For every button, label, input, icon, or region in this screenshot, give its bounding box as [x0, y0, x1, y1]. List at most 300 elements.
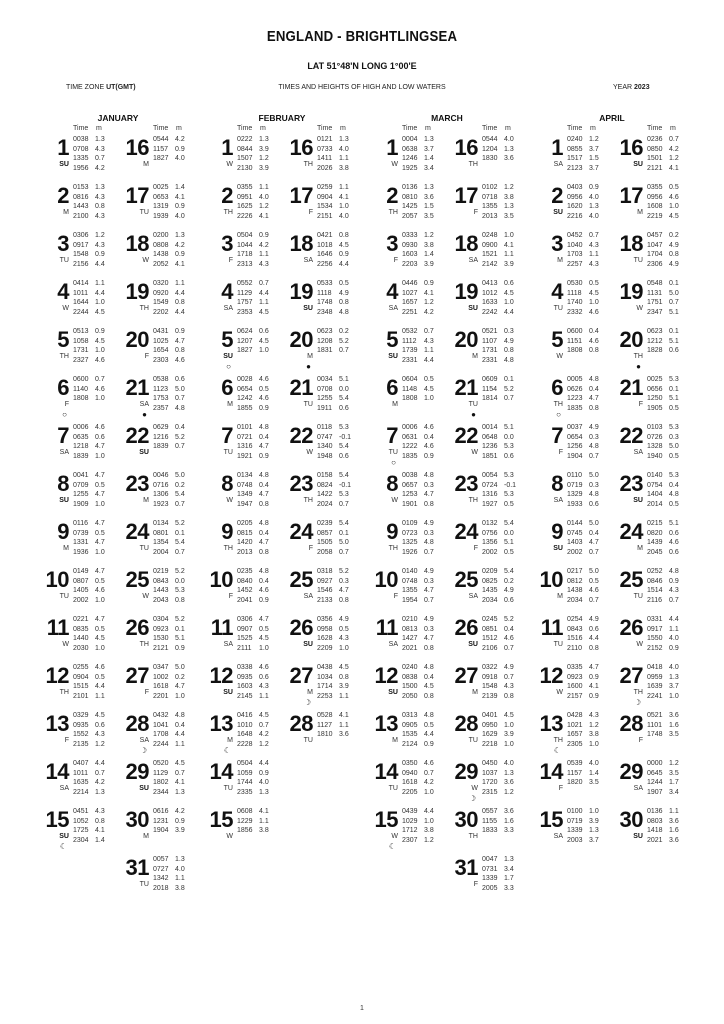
tide-time: 1404: [647, 491, 663, 498]
day-of-week: TU: [59, 593, 69, 600]
column-header: [442, 125, 522, 135]
tide-height: -0.1: [339, 433, 352, 441]
tide-height: 4.8: [259, 520, 269, 527]
tide-time: 1256: [567, 443, 583, 450]
tide-height: 1.0: [424, 788, 434, 796]
day-number: 7: [221, 423, 233, 448]
tide-row: [73, 788, 111, 798]
tide-time: 0438: [317, 664, 333, 671]
tide-time: 2157: [567, 692, 583, 700]
tide-row: [567, 471, 605, 481]
tide-time: 1628: [317, 635, 333, 642]
time-header: Time: [482, 125, 498, 132]
day-number: 2: [221, 183, 233, 208]
tide-row: [153, 663, 191, 673]
day-of-week: W: [471, 785, 478, 792]
day-entry: [113, 663, 193, 711]
tide-list: [237, 423, 275, 461]
tide-time: 0935: [237, 673, 253, 681]
tide-height: 0.4: [669, 481, 679, 489]
tide-row: [73, 231, 111, 241]
tide-time: 1956: [73, 164, 89, 172]
tide-row: [153, 442, 191, 452]
tide-row: [237, 404, 275, 414]
tide-height: 4.0: [504, 136, 514, 143]
tide-height: 0.8: [259, 548, 269, 556]
day-entry: [33, 663, 113, 711]
tide-row: [73, 778, 111, 788]
day-entry: [277, 375, 357, 423]
day-number: 19: [454, 279, 478, 304]
day-of-week: TU: [388, 449, 398, 456]
moon-full-icon: ○: [226, 362, 231, 371]
tide-list: [567, 519, 605, 557]
tide-height: 1.6: [504, 817, 514, 825]
tide-time: 1512: [482, 635, 498, 642]
column-header: [33, 125, 113, 135]
tide-time: 0217: [567, 568, 583, 575]
tide-list: [73, 183, 111, 221]
tide-height: 0.3: [669, 433, 679, 441]
tide-list: [567, 615, 605, 653]
day-of-week: F: [228, 257, 233, 264]
tide-row: [567, 721, 605, 731]
tide-height: 4.1: [339, 193, 349, 201]
tide-row: [317, 711, 355, 721]
moon-first-quarter-icon: ☽: [633, 698, 641, 707]
day-number: 16: [289, 135, 313, 160]
tide-row: [647, 183, 685, 193]
tide-row: [482, 519, 520, 529]
tide-row: [317, 231, 355, 241]
tide-row: [647, 788, 685, 798]
tide-row: [567, 778, 605, 788]
tide-row: [482, 769, 520, 779]
tide-row: [567, 260, 605, 270]
tide-time: 0004: [402, 136, 418, 143]
tide-time: 0950: [482, 721, 498, 729]
day-number: 21: [289, 375, 313, 400]
tide-row: [73, 625, 111, 635]
tide-time: 2216: [567, 212, 583, 220]
tide-row: [567, 404, 605, 414]
day-of-week: SU: [223, 689, 233, 696]
tide-height: 0.6: [589, 625, 599, 633]
tide-height: 4.3: [589, 241, 599, 249]
tide-time: 1548: [73, 251, 89, 258]
tide-row: [153, 346, 191, 356]
timezone-value: UT(GMT): [106, 84, 136, 91]
tide-height: 0.2: [669, 232, 679, 239]
tide-time: 0538: [153, 376, 169, 383]
moon-new-icon: ●: [636, 362, 641, 371]
tide-list: [153, 711, 191, 749]
time-header: Time: [317, 125, 333, 132]
tide-height: 5.0: [589, 520, 599, 527]
tide-height: 4.7: [424, 587, 434, 594]
tide-row: [153, 596, 191, 606]
tide-time: 2024: [317, 500, 333, 508]
day-number: 18: [454, 231, 478, 256]
tide-row: [482, 634, 520, 644]
tide-time: 0144: [567, 520, 583, 527]
tide-height: 5.0: [175, 385, 185, 393]
tide-time: 0530: [567, 280, 583, 287]
tide-height: 4.7: [589, 664, 599, 671]
tide-row: [402, 260, 440, 270]
tide-row: [647, 615, 685, 625]
tide-row: [237, 202, 275, 212]
tide-row: [402, 548, 440, 558]
tide-time: 1212: [647, 337, 663, 345]
tide-height: 0.1: [339, 529, 349, 537]
tide-row: [567, 663, 605, 673]
day-number: 13: [539, 711, 563, 736]
day-number: 18: [125, 231, 149, 256]
day-entry: [607, 615, 687, 663]
day-of-week: TH: [59, 689, 69, 696]
tide-height: 0.3: [589, 433, 599, 441]
tide-height: 0.0: [175, 577, 185, 585]
tide-time: 1500: [402, 683, 418, 690]
tide-row: [73, 692, 111, 702]
tide-height: 3.5: [504, 212, 514, 220]
day-of-week: W: [226, 161, 233, 168]
tide-height: 4.2: [175, 808, 185, 815]
tide-time: 1808: [73, 395, 89, 402]
tide-row: [317, 375, 355, 385]
tide-height: 0.6: [95, 721, 105, 729]
tide-time: 0153: [73, 184, 89, 191]
tide-row: [153, 279, 191, 289]
tide-height: 4.0: [589, 212, 599, 220]
tide-row: [237, 423, 275, 433]
tide-time: 1618: [153, 683, 169, 690]
tide-time: 0709: [73, 481, 89, 489]
tide-height: 0.3: [339, 577, 349, 585]
tide-row: [567, 577, 605, 587]
tide-time: 0221: [73, 616, 89, 623]
tide-height: 5.4: [504, 520, 514, 527]
tide-height: 3.9: [424, 260, 434, 268]
tide-row: [482, 423, 520, 433]
day-entry: [113, 375, 193, 423]
tide-height: 0.7: [589, 232, 599, 239]
day-of-week: SU: [59, 497, 69, 504]
tide-time: 0808: [153, 241, 169, 249]
tide-height: 0.9: [669, 577, 679, 585]
tide-time: 2101: [73, 692, 89, 700]
tide-time: 0813: [402, 625, 418, 633]
tide-row: [237, 548, 275, 558]
tide-list: [153, 375, 191, 413]
tide-height: 4.6: [95, 424, 105, 431]
day-entry: [442, 855, 522, 903]
tide-row: [153, 289, 191, 299]
tide-height: 4.7: [424, 635, 434, 642]
day-number: 29: [454, 759, 478, 784]
tide-row: [153, 135, 191, 145]
tide-row: [317, 471, 355, 481]
day-of-week: SA: [633, 449, 643, 456]
tide-time: 0041: [73, 472, 89, 479]
tide-row: [237, 183, 275, 193]
tide-row: [482, 308, 520, 318]
tide-row: [647, 663, 685, 673]
tide-time: 0900: [482, 241, 498, 249]
tide-height: 0.9: [589, 673, 599, 681]
tide-row: [317, 183, 355, 193]
tide-row: [482, 682, 520, 692]
tide-list: [482, 135, 520, 164]
tide-row: [153, 730, 191, 740]
tide-height: 1.0: [259, 347, 269, 354]
tide-time: 1646: [317, 251, 333, 258]
tide-time: 2057: [402, 212, 418, 220]
tide-height: 0.7: [424, 328, 434, 335]
tide-height: 1.0: [424, 395, 434, 402]
tide-height: 4.5: [589, 289, 599, 297]
time-header: Time: [402, 125, 418, 132]
day-entry: [362, 135, 442, 183]
day-column: [442, 125, 522, 903]
tide-time: 0038: [402, 472, 418, 479]
tide-height: 0.7: [669, 596, 679, 604]
day-number: 28: [125, 711, 149, 736]
tide-time: 1002: [153, 673, 169, 681]
day-number: 21: [619, 375, 643, 400]
tide-time: 2327: [73, 356, 89, 364]
tide-height: 0.7: [424, 596, 434, 604]
tide-time: 0844: [237, 145, 253, 153]
day-of-week: TU: [139, 545, 149, 552]
tide-time: 0222: [237, 136, 253, 143]
tide-height: 0.8: [95, 203, 105, 210]
tide-time: 1339: [567, 827, 583, 834]
tide-row: [237, 327, 275, 337]
tide-height: 0.5: [95, 577, 105, 585]
tide-list: [647, 279, 685, 317]
tide-list: [567, 759, 605, 788]
tide-row: [647, 298, 685, 308]
tide-height: 0.7: [175, 500, 185, 508]
day-of-week: SA: [468, 593, 478, 600]
day-number: 10: [539, 567, 563, 592]
day-entry: [277, 519, 357, 567]
tide-time: 1129: [153, 769, 169, 777]
moon-first-quarter-icon: ☽: [139, 746, 147, 755]
tide-height: 1.2: [259, 740, 269, 748]
column-header: [362, 125, 442, 135]
tide-row: [482, 260, 520, 270]
tide-time: 1620: [567, 203, 583, 210]
tide-time: 0236: [647, 136, 663, 143]
tide-time: 1552: [73, 731, 89, 738]
tide-height: 1.0: [95, 596, 105, 604]
tide-time: 0103: [647, 424, 663, 431]
tide-height: 5.4: [504, 568, 514, 575]
tide-time: 0209: [482, 568, 498, 575]
tide-height: 3.8: [424, 241, 434, 249]
tide-row: [237, 500, 275, 510]
tide-row: [647, 442, 685, 452]
tide-time: 0843: [153, 577, 169, 585]
tide-time: 1339: [482, 875, 498, 882]
tide-row: [73, 769, 111, 779]
moon-last-quarter-icon: ☾: [553, 746, 561, 755]
day-of-week: M: [143, 833, 149, 840]
tide-row: [237, 241, 275, 251]
column-header: [527, 125, 607, 135]
tide-list: [402, 183, 440, 221]
day-entry: [277, 183, 357, 231]
tide-list: [237, 471, 275, 509]
day-column: [113, 125, 193, 903]
tide-height: 1.3: [95, 184, 105, 191]
moon-first-quarter-icon: ☽: [303, 698, 311, 707]
day-number: 11: [375, 615, 398, 640]
tide-height: 1.0: [95, 347, 105, 354]
tide-time: 2253: [317, 692, 333, 700]
tide-time: 0313: [402, 712, 418, 719]
tide-height: 4.6: [175, 356, 185, 364]
tide-row: [153, 231, 191, 241]
day-number: 26: [289, 615, 313, 640]
tide-time: 0110: [567, 472, 583, 479]
tide-row: [402, 279, 440, 289]
day-of-week: F: [393, 257, 398, 264]
tide-height: 4.7: [589, 539, 599, 546]
tide-time: 1810: [317, 731, 333, 738]
tide-time: 1253: [402, 491, 418, 498]
tide-height: -0.1: [504, 481, 517, 489]
day-number: 4: [386, 279, 398, 304]
tide-time: 1439: [647, 539, 663, 546]
tide-row: [402, 807, 440, 817]
day-of-week: SU: [139, 449, 149, 456]
tide-height: 1.0: [339, 203, 349, 210]
day-of-week: F: [144, 689, 149, 696]
day-entry: [527, 711, 607, 759]
tide-time: 1029: [402, 817, 418, 825]
day-of-week: F: [64, 737, 69, 744]
tide-row: [317, 452, 355, 462]
tide-time: 1236: [482, 443, 498, 450]
tide-height: 0.2: [175, 481, 185, 489]
day-entry: [33, 567, 113, 615]
tide-list: [73, 423, 111, 461]
tide-time: 0721: [237, 433, 253, 441]
day-number: 4: [551, 279, 563, 304]
tide-height: 1.0: [589, 299, 599, 306]
tide-time: 0446: [402, 280, 418, 287]
tide-height: 1.2: [504, 788, 514, 796]
tide-height: 1.0: [504, 721, 514, 729]
tide-row: [73, 298, 111, 308]
tide-row: [567, 231, 605, 241]
tide-height: 1.2: [95, 740, 105, 748]
tide-height: 3.9: [504, 731, 514, 738]
tide-row: [317, 577, 355, 587]
tide-row: [237, 759, 275, 769]
day-number: 12: [539, 663, 563, 688]
tide-time: 0356: [317, 616, 333, 623]
day-entry: [277, 567, 357, 615]
height-header: m: [340, 125, 346, 132]
day-entry: [113, 279, 193, 327]
tide-list: [482, 807, 520, 836]
tide-height: 0.4: [589, 529, 599, 537]
tide-height: 4.8: [259, 424, 269, 431]
tide-row: [402, 327, 440, 337]
tide-time: 1548: [482, 683, 498, 690]
day-entry: [527, 807, 607, 855]
day-of-week: W: [391, 833, 398, 840]
tide-row: [482, 721, 520, 731]
day-of-week: F: [144, 353, 149, 360]
tide-time: 1127: [317, 721, 333, 729]
tide-height: 1.2: [424, 836, 434, 844]
tide-row: [567, 826, 605, 836]
tide-height: 0.4: [175, 721, 185, 729]
tide-height: 1.0: [504, 299, 514, 306]
tide-time: 0708: [317, 385, 333, 393]
tide-row: [482, 884, 520, 894]
tide-height: 4.2: [259, 241, 269, 249]
tide-height: 5.2: [339, 337, 349, 345]
tide-time: 2257: [567, 260, 583, 268]
day-of-week: TU: [139, 881, 149, 888]
tide-height: 5.0: [175, 664, 185, 671]
tide-row: [402, 337, 440, 347]
day-of-week: W: [471, 449, 478, 456]
tide-height: 1.2: [589, 721, 599, 729]
tide-time: 1208: [317, 337, 333, 345]
tide-height: 0.9: [259, 769, 269, 777]
tide-height: 4.3: [424, 337, 434, 345]
tide-height: 0.3: [504, 328, 514, 335]
tide-row: [237, 154, 275, 164]
tide-time: 1831: [317, 347, 333, 354]
tide-height: 1.1: [339, 692, 349, 700]
day-entry: [33, 759, 113, 807]
day-entry: [277, 327, 357, 375]
tide-time: 0904: [317, 193, 333, 201]
tide-time: 1306: [153, 491, 169, 498]
tide-time: 0355: [647, 184, 663, 191]
day-of-week: F: [393, 593, 398, 600]
day-entry: [33, 807, 113, 855]
tide-row: [153, 519, 191, 529]
tide-row: [237, 279, 275, 289]
day-of-week: M: [227, 401, 233, 408]
tide-time: 2121: [647, 164, 663, 172]
day-number: 25: [289, 567, 313, 592]
tide-row: [647, 625, 685, 635]
day-entry: [607, 711, 687, 759]
tide-row: [482, 538, 520, 548]
tide-time: 1148: [402, 385, 418, 393]
tide-time: 1131: [647, 289, 663, 297]
tide-time: 0604: [402, 376, 418, 383]
tide-list: [402, 615, 440, 653]
tide-time: 0245: [482, 616, 498, 623]
tide-height: 0.4: [259, 529, 269, 537]
day-entry: [442, 615, 522, 663]
tide-list: [647, 471, 685, 509]
tide-time: 1250: [647, 395, 663, 402]
tide-row: [237, 596, 275, 606]
